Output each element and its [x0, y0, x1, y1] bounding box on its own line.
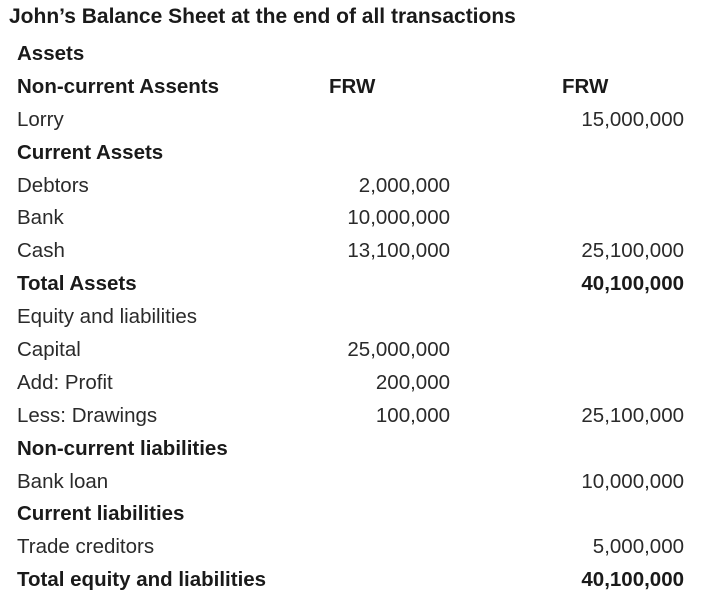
- amount-column-1: 25,000,000: [347, 338, 450, 362]
- balance-row: [0, 235, 706, 268]
- balance-row: [0, 564, 706, 597]
- balance-sheet-title: John’s Balance Sheet at the end of all transactions: [9, 5, 516, 28]
- amount-column-1: 13,100,000: [347, 239, 450, 263]
- row-label: Less: Drawings: [17, 403, 158, 427]
- balance-row: [0, 367, 706, 400]
- amount-column-1: 2,000,000: [358, 173, 450, 197]
- amount-column-2: 10,000,000: [581, 469, 684, 493]
- row-label: Assets: [17, 42, 85, 65]
- amount-column-1: 10,000,000: [347, 206, 450, 230]
- balance-row: [0, 334, 706, 367]
- row-label: Current liabilities: [17, 502, 185, 526]
- row-label: Bank loan: [17, 469, 109, 493]
- balance-row: [0, 137, 706, 170]
- column-header-frw-2: FRW: [562, 74, 609, 98]
- balance-row: [0, 170, 706, 203]
- balance-row: [0, 38, 706, 71]
- row-label: Lorry: [17, 107, 64, 131]
- amount-column-2: 40,100,000: [581, 568, 684, 592]
- row-label: Current Assets: [17, 140, 164, 164]
- amount-column-2: 25,100,000: [581, 239, 684, 263]
- balance-sheet-rows: [0, 38, 706, 597]
- balance-row: [0, 400, 706, 433]
- amount-column-2: 5,000,000: [592, 535, 684, 559]
- row-label: Non-current Assents: [17, 74, 219, 98]
- amount-column-1: 200,000: [375, 370, 450, 394]
- balance-row: [0, 466, 706, 499]
- column-header-frw-1: FRW: [329, 74, 376, 98]
- amount-column-2: 15,000,000: [581, 107, 684, 131]
- row-label: Add: Profit: [17, 370, 113, 394]
- balance-row: [0, 301, 706, 334]
- balance-row: [0, 268, 706, 301]
- row-label: Equity and liabilities: [17, 305, 198, 329]
- balance-row: [0, 71, 706, 104]
- balance-row: [0, 104, 706, 137]
- amount-column-2: 25,100,000: [581, 403, 684, 427]
- row-label: Capital: [17, 338, 81, 362]
- amount-column-2: 40,100,000: [581, 272, 684, 296]
- row-label: Total Assets: [17, 272, 137, 296]
- balance-row: [0, 202, 706, 235]
- row-label: Non-current liabilities: [17, 436, 228, 460]
- row-label: Trade creditors: [17, 535, 155, 559]
- row-label: Total equity and liabilities: [17, 568, 267, 592]
- row-label: Cash: [17, 239, 65, 263]
- balance-row: [0, 531, 706, 564]
- balance-row: [0, 498, 706, 531]
- amount-column-1: 100,000: [375, 403, 450, 427]
- row-label: Debtors: [17, 173, 89, 197]
- balance-row: [0, 433, 706, 466]
- row-label: Bank: [17, 206, 64, 230]
